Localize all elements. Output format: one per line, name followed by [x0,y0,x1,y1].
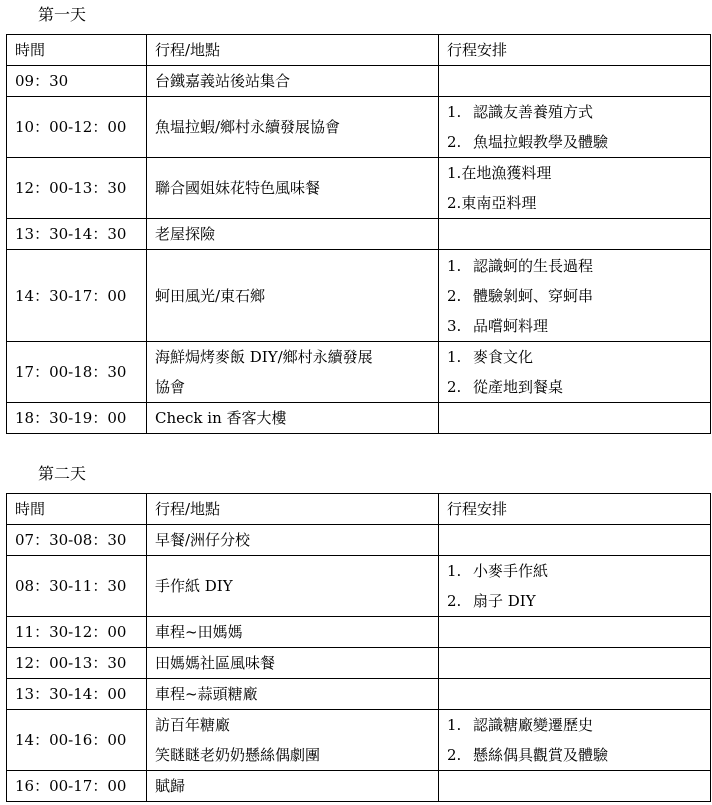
table-row [7,66,711,97]
day2-title: 第二天 [38,464,87,483]
table-row [7,617,711,648]
column-header: 行程安排 [439,494,711,525]
place-line: 早餐/洲仔分校 [155,531,251,549]
header-row [7,494,711,525]
place-cell [147,403,439,434]
place-line: 田媽媽社區風味餐 [155,654,276,672]
place-line: Check in 香客大樓 [155,409,287,427]
column-header: 行程安排 [439,35,711,66]
place-line: 訪百年糖廠 [155,716,231,734]
item-number: 1. [447,716,462,734]
arrangement-cell [439,219,711,250]
arrangement-cell [439,525,711,556]
time-cell: 10：00-12：00 [7,97,147,158]
place-line: 車程~田媽媽 [155,623,243,641]
item-number: 2. [447,133,462,151]
time-cell: 16：00-17：00 [7,771,147,802]
day1-title: 第一天 [38,5,87,24]
arrangement-item [447,158,710,188]
table-row [7,342,711,403]
day1-schedule-table [6,34,711,434]
table-row [7,158,711,219]
time-cell: 12：00-13：30 [7,648,147,679]
item-text: 小麥手作紙 [473,562,549,580]
arrangement-cell [439,556,711,617]
item-text: 品嚐蚵料理 [473,316,549,335]
column-header: 時間 [7,35,147,66]
item-number: 1. [447,348,462,366]
time-cell: 14：00-16：00 [7,710,147,771]
arrangement-item [447,251,710,281]
arrangement-item [447,311,710,341]
place-line: 老屋探險 [155,225,216,243]
time-cell: 14：30-17：00 [7,250,147,342]
place-cell [147,342,439,403]
arrangement-cell [439,617,711,648]
place-cell [147,617,439,648]
item-text: 認識友善養殖方式 [473,103,594,121]
place-cell [147,771,439,802]
table-row [7,679,711,710]
time-cell: 17：00-18：30 [7,342,147,403]
item-number: 2. [447,378,462,396]
day2-schedule-table [6,493,711,802]
arrangement-cell [439,250,711,342]
time-cell: 13：30-14：30 [7,219,147,250]
table-row [7,771,711,802]
place-cell [147,710,439,771]
table-row [7,648,711,679]
arrangement-cell [439,97,711,158]
table-row [7,219,711,250]
table-row [7,97,711,158]
place-cell [147,679,439,710]
item-number: 2. [447,746,462,764]
arrangement-item [447,342,710,372]
item-number: 2. [447,286,462,305]
place-cell [147,66,439,97]
place-cell [147,556,439,617]
column-header: 行程/地點 [147,494,439,525]
item-text: 認識蚵的生長過程 [473,256,594,275]
item-text: 東南亞料理 [461,194,537,212]
arrangement-cell [439,648,711,679]
arrangement-item [447,372,710,402]
item-text: 從產地到餐桌 [473,378,564,396]
time-cell: 13：30-14：00 [7,679,147,710]
place-line: 魚塭拉蝦/鄉村永續發展協會 [155,118,341,136]
arrangement-item [447,97,710,127]
place-line: 車程~蒜頭糖廠 [155,685,258,703]
arrangement-cell [439,710,711,771]
arrangement-cell [439,771,711,802]
item-text: 體驗剝蚵、穿蚵串 [473,286,594,305]
place-cell [147,158,439,219]
table-row [7,525,711,556]
item-number: 1. [447,103,462,121]
place-line: 聯合國姐妹花特色風味餐 [155,179,321,197]
place-cell [147,250,439,342]
place-cell [147,525,439,556]
column-header: 時間 [7,494,147,525]
place-cell [147,97,439,158]
table-row [7,403,711,434]
table-row [7,556,711,617]
time-cell: 08：30-11：30 [7,556,147,617]
item-text: 在地漁獲料理 [461,164,552,182]
place-line: 協會 [155,378,186,396]
time-cell: 09：30 [7,66,147,97]
time-cell: 11：30-12：00 [7,617,147,648]
item-number: 2. [447,194,462,212]
item-text: 懸絲偶具觀賞及體驗 [473,746,609,764]
header-row [7,35,711,66]
place-cell [147,219,439,250]
item-number: 1. [447,256,462,275]
place-line: 蚵田風光/東石鄉 [155,286,266,305]
place-line: 海鮮焗烤麥飯 DIY/鄉村永續發展 [155,348,373,366]
arrangement-cell [439,158,711,219]
place-line: 台鐵嘉義站後站集合 [155,72,291,90]
place-line: 手作紙 DIY [155,577,233,595]
time-cell: 12：00-13：30 [7,158,147,219]
item-text: 麥食文化 [473,348,534,366]
arrangement-cell [439,342,711,403]
table-row [7,710,711,771]
arrangement-item [447,127,710,157]
column-header: 行程/地點 [147,35,439,66]
time-cell: 07：30-08：30 [7,525,147,556]
place-line: 笑瞇瞇老奶奶懸絲偶劇團 [155,746,321,764]
arrangement-item [447,556,710,586]
item-text: 魚塭拉蝦教學及體驗 [473,133,609,151]
arrangement-item [447,710,710,740]
place-line: 賦歸 [155,777,186,795]
arrangement-item [447,281,710,311]
item-text: 認識糖廠變遷歷史 [473,716,594,734]
arrangement-item [447,586,710,616]
item-number: 1. [447,164,462,182]
arrangement-item [447,188,710,218]
time-cell: 18：30-19：00 [7,403,147,434]
arrangement-cell [439,679,711,710]
arrangement-cell [439,66,711,97]
table-row [7,250,711,342]
place-cell [147,648,439,679]
item-text: 扇子 DIY [473,592,536,610]
item-number: 2. [447,592,462,610]
item-number: 3. [447,316,462,335]
arrangement-cell [439,403,711,434]
arrangement-item [447,740,710,770]
item-number: 1. [447,562,462,580]
